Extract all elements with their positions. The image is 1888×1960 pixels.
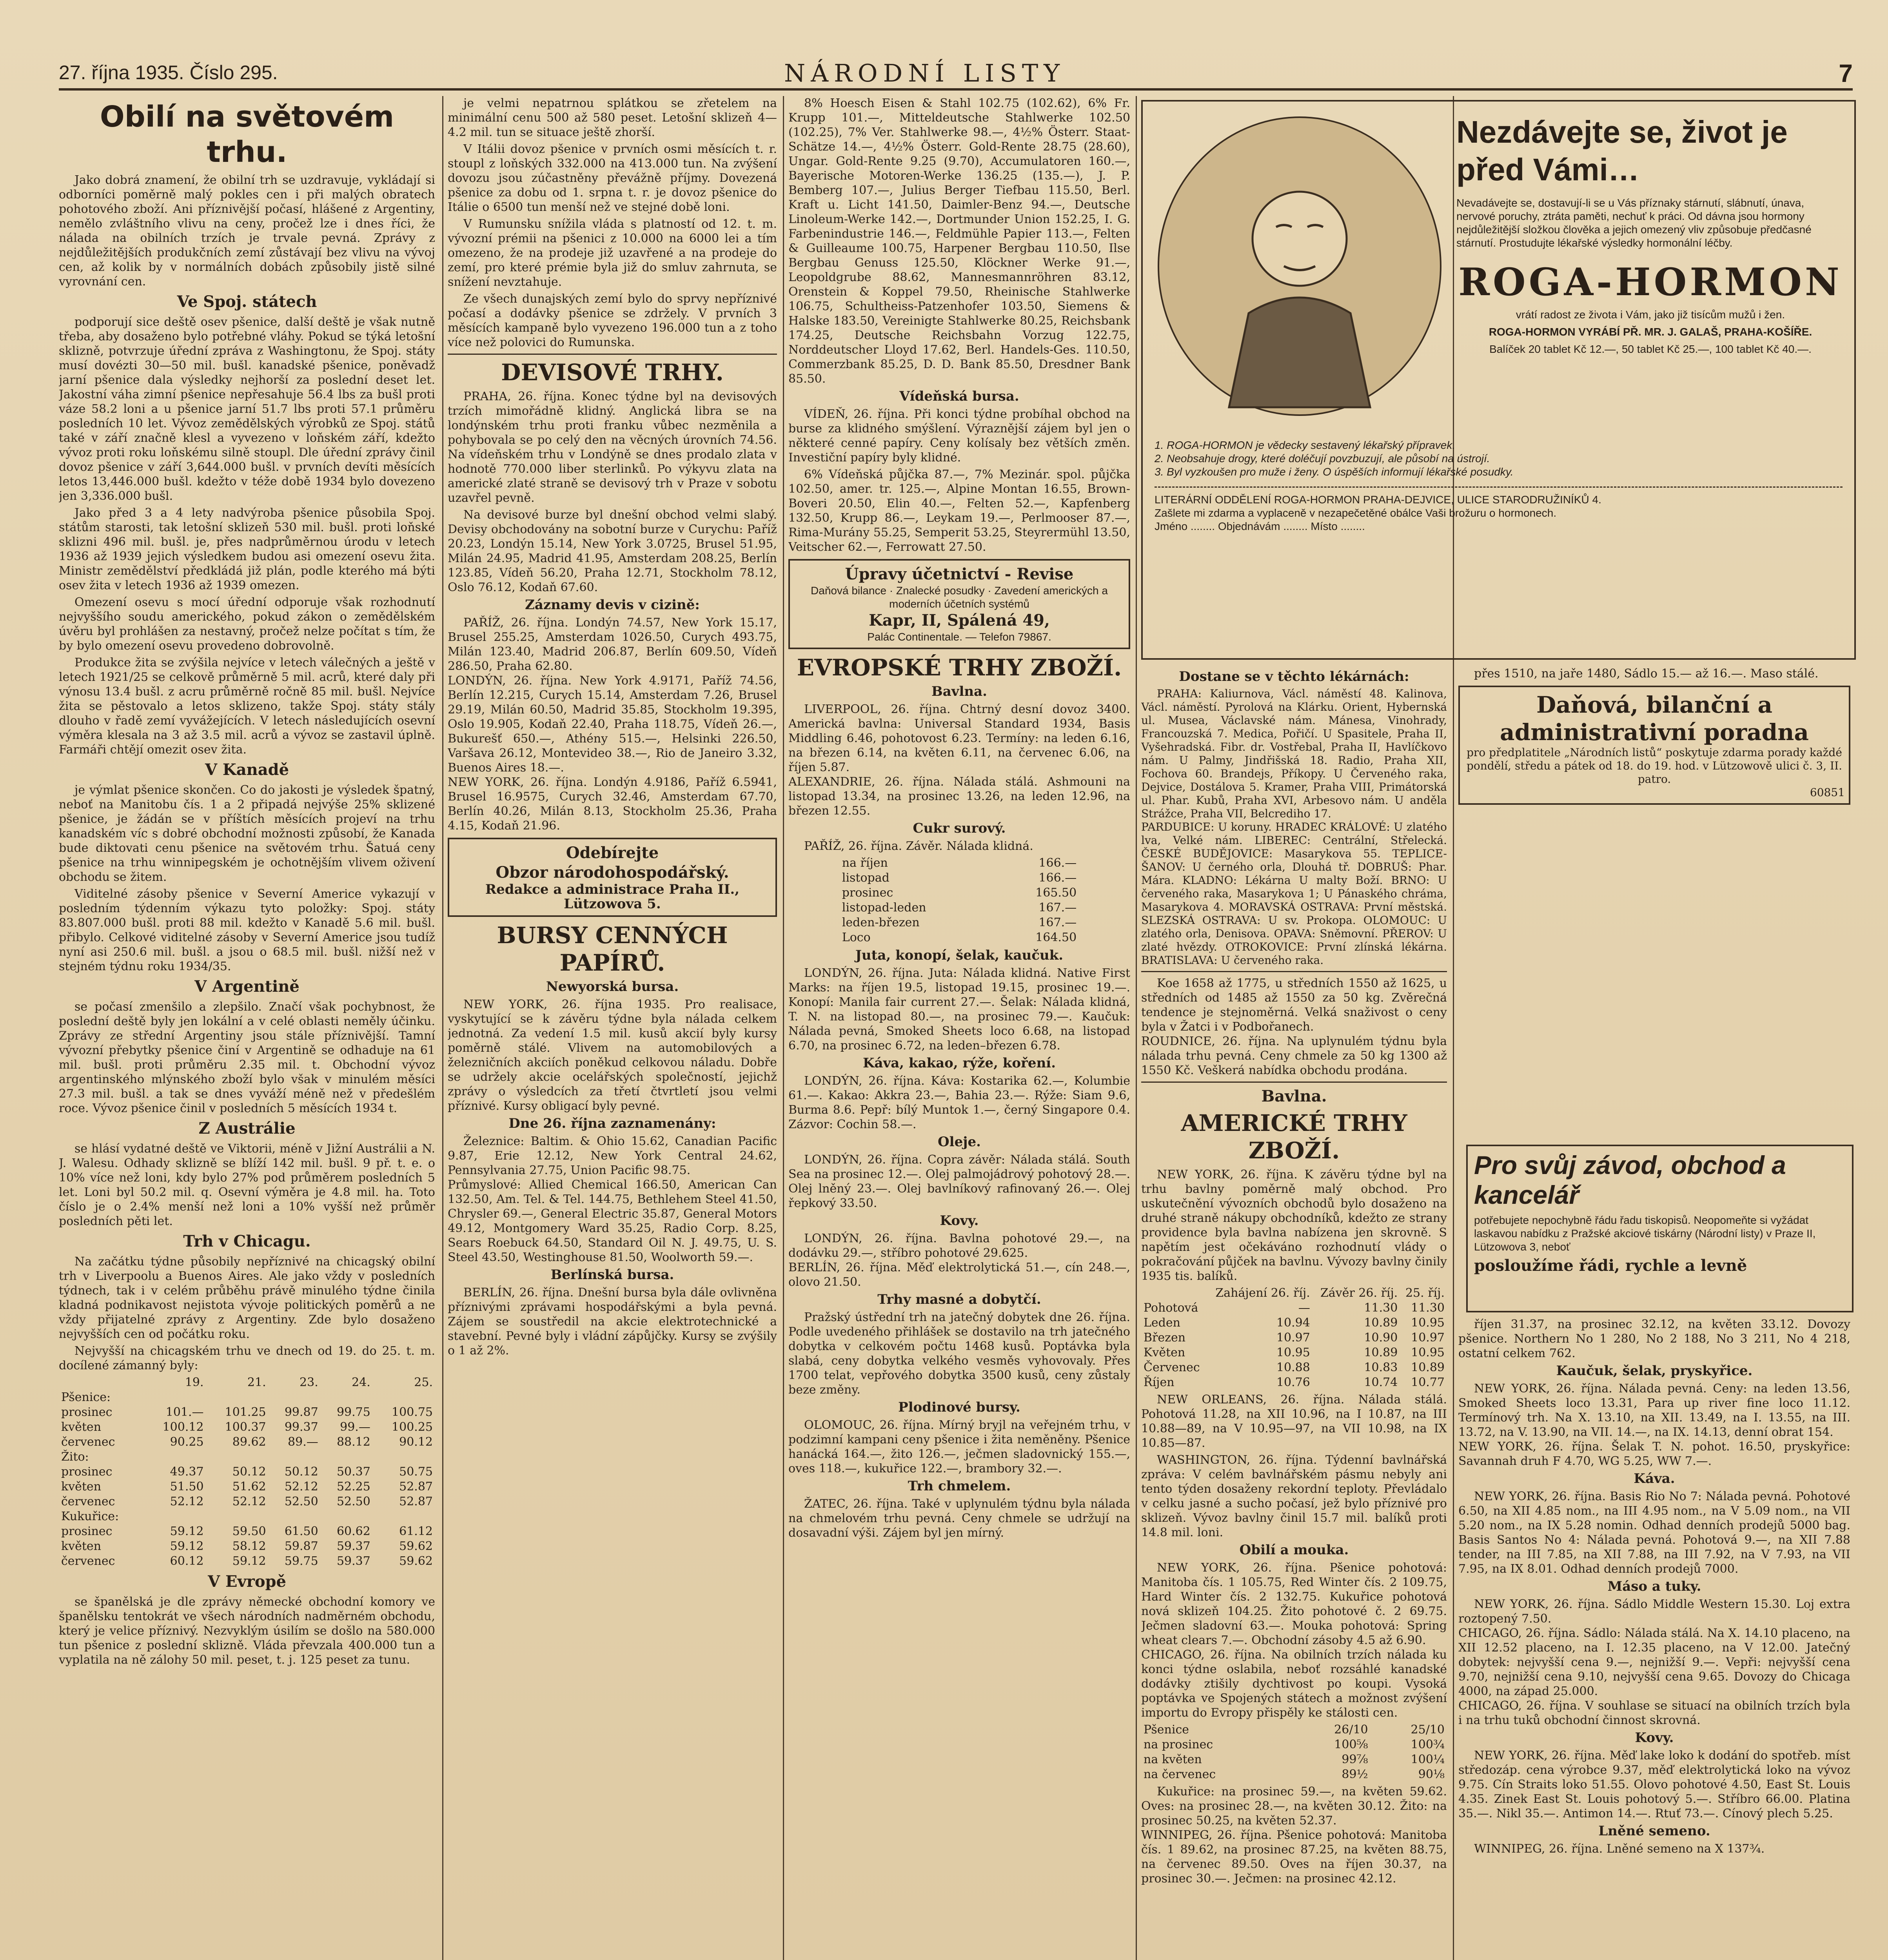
table-cell: 59.37 — [336, 1554, 370, 1568]
subscribe-title: Odebírejte Obzor národohospodářský. — [496, 844, 729, 882]
ad-roga-coupon[interactable]: LITERÁRNÍ ODDĚLENÍ ROGA-HORMON PRAHA-DEJVICE, ULICE STARODRUŽINÍKŮ 4. Zašlete mi zdarma a vyplaceně v nezapečetěné obálce Vaši brožuru o hormonech. Jméno ........ Objednávám ........ Místo ........ — [1155, 486, 1843, 533]
table-row — [1141, 1752, 1447, 1767]
subhead-cotton: Bavlna. — [931, 684, 988, 699]
article-sugar: PAŘÍŽ, 26. října. Závěr. Nálada klidná. — [804, 839, 1033, 853]
column-goods-left — [1141, 666, 1447, 1960]
ad-accounting — [788, 559, 1130, 649]
table-row — [59, 1465, 435, 1479]
table-row — [1141, 1360, 1447, 1375]
table-cell: 10.89 — [1411, 1361, 1445, 1374]
table-cell: 100¼ — [1411, 1753, 1445, 1766]
table-cell: 89½ — [1342, 1768, 1368, 1781]
subhead-produce: Plodinové bursy. — [898, 1399, 1020, 1415]
table-group-row — [59, 1450, 435, 1465]
table-row — [840, 900, 1079, 915]
table-cell: Červenec — [1144, 1361, 1200, 1374]
table-header-cell: 25. říj. — [1405, 1286, 1445, 1300]
table-cell: 51.50 — [170, 1480, 204, 1494]
table-cell: 101.25 — [225, 1405, 266, 1419]
table-cell: 50.37 — [336, 1465, 370, 1479]
headline-devisen: DEVISOVÉ TRHY. — [501, 359, 724, 386]
berlin-quotes: 8% Hoesch Eisen & Stahl 102.75 (102.62), 6% Fr. Krupp 101.—, Mitteldeutsche Stahlwerke 102.50 (102.25), 7% Ver. Stahlwerke 98.—, 4½% Österr. Staat-Schätze 14.—, 4½% Österr. Gold-Rente 28.75 (28.60), Ungar. Gold-Rente 9.25 (9.70), Accumulatoren 160.—, Bayerische Motoren-Werke 136.25 (135.—), J. P. Bemberg 107.—, Julius Berger Tiefbau 115.50, Berl. Kraft u. Licht 141.50, Daimler-Benz 94.—, Deutsche Linoleum-Werke 142.—, Dortmunder Union 152.25, I. G. Farbenindustrie 146.—, Feldmühle Papier 113.—, Felten & Guilleaume 100.75, Harpener Bergbau 110.50, Ilse Bergbau Genuss 125.50, Klöckner Werke 91.—, Leopoldgrube 88.62, Mannesmannröhren 83.12, Orenstein & Koppel 79.50, Rheinische Stahlwerke 106.75, Schultheiss-Patzenhofer 103.50, Siemens & Halske 183.50, Vereinigte Stahlwerke 80.25, Reichsbank 174.25, Deutsche Reichsbahn Vorzug 122.75, Norddeutscher Lloyd 17.62, Berl. Handels-Ges. 110.50, Commerzbank 85.25, D. D. Bank 85.50, Dresdner Bank 85.50. — [788, 96, 1130, 386]
table-header-cell — [1141, 1286, 1206, 1301]
table-cell: 50.12 — [232, 1465, 266, 1479]
table-header-cell: Závěr 26. říj. — [1320, 1286, 1398, 1300]
table-cell: 90.12 — [399, 1435, 433, 1449]
table-cell: 10.90 — [1364, 1331, 1398, 1345]
table-group-label: Kukuřice: — [61, 1510, 119, 1523]
ad-tax-body: pro předplatitele „Národních listů“ poskytuje zdarma porady každé pondělí, středu a pátek od 18. do 19. hod. v Lützowově ulici č. 3, II. patro. — [1466, 746, 1843, 786]
table-cell: 52.12 — [170, 1495, 204, 1508]
wheat-price-table — [1141, 1722, 1447, 1782]
table-row — [1141, 1301, 1447, 1316]
table-cell: 90.25 — [170, 1435, 204, 1449]
ad-accounting-services: Daňová bilance · Znalecké posudky · Zavedení amerických a moderních účetních systémů — [811, 584, 1108, 610]
table-cell: Pohotová — [1144, 1301, 1198, 1315]
table-cell: 166.— — [1038, 856, 1077, 870]
table-cell: 165.50 — [1035, 886, 1077, 900]
ad-roga-point-2: 2. Neobsahuje drogy, které doléčují povzbuzují, ale působí na ústrojí. — [1155, 452, 1490, 465]
table-cell: prosinec — [61, 1524, 113, 1538]
table-cell: Říjen — [1144, 1376, 1175, 1389]
article-winnipeg-cont: říjen 31.37, na prosinec 32.12, na květen 33.12. Dovozy pšenice. Northern No 1 280, No 2 188, No 3 211, No 4 218, ostatní celkem 762. — [1458, 1318, 1850, 1360]
table-cell: na prosinec — [1144, 1738, 1213, 1751]
article-romania: V Rumunsku snížila vláda s platností od 12. t. m. vývozní prémii na pšenici z 10.000 na 6000 lei a tím omezeno, že na prodeje již uzavřené a na prodeje do zemí, pro které prémie byla již do smluv zahrnuta, se snížení nevztahuje. — [448, 217, 777, 289]
article-europe: se španělská je dle zprávy německé obchodní komory ve španělsku tentokrát ve všech národních nadměrném obchodu, který je velice příznivý. Nezvyklým úsilím se došlo na 580.000 tun pšenice z poslední sklizně. Vláda převzala 400.000 tun a vyplatila na ně zálohy 50 mil. peset, t. j. 125 peset za tunu. — [59, 1595, 435, 1667]
table-cell: 10.95 — [1276, 1346, 1310, 1359]
table-cell: 99.37 — [284, 1420, 318, 1434]
article-tax-cont: přes 1510, na jaře 1480, Sádlo 15.— až 16.—. Maso stálé. — [1474, 667, 1819, 681]
table-cell: 99.— — [340, 1420, 370, 1434]
article-berlin-exchange: BERLÍN, 26. října. Dnešní bursa byla dále ovlivněna příznivými zprávami hospodářskými a byla pevná. Zájem se soustředil na akcie elektrotechnické a stavební. Pevné byly i vládní zápůjčky. Kursy se zvýšily o 1 až 2%. — [448, 1286, 777, 1357]
newspaper-title: NÁRODNÍ LISTY — [784, 59, 1066, 87]
article-new-orleans: NEW ORLEANS, 26. října. Nálada stálá. Pohotová 11.28, na XII 10.96, na I 10.87, na III 10.88—89, na V 10.95—97, na VII 10.98, na IX 10.85—87. — [1141, 1393, 1447, 1450]
table-cell: 52.87 — [399, 1480, 433, 1494]
table-cell: 10.74 — [1364, 1376, 1398, 1389]
article-usa-3: Omezení osevu s mocí úřední odporuje však rozhodnutí nejvyššího soudu amerického, pokud zákon o zemědělském úvěru byl prohlášen za nestavný, pročež nelze počítat s tím, že by bylo omezení osevu provedeno dobrovolně. — [59, 595, 435, 653]
subhead-jute: Juta, konopí, šelak, kaučuk. — [855, 947, 1064, 963]
article-corn-oats: Kukuřice: na prosinec 59.—, na květen 59.62. Oves: na prosinec 28.—, na květen 30.12. Žito: na prosinec 50.25, na květen 52.37. WINNIPEG, 26. října. Pšenice pohotová: Manitoba čís. 1 89.62, na prosinec 87.25, na květen 88.75, na červenec 89.50. Oves na říjen 30.37, na prosinec 30.—. Ječmen: na prosinec 42.12. — [1141, 1785, 1447, 1886]
article-canada-2: Viditelné zásoby pšenice v Severní Americe vykazují v posledním týdenním výkazu tyto položky: Spoj. státy 83.807.000 bušl. proti 88 mil. kdežto v Kanadě 5.6 mil. bušl. přibylo. Celkové viditelné zásoby v Severní Americe jsou tudíž nyní asi 250.6 mil. bušl. a jsou o 68.5 mil. bušl. nižší než v stejném týdnu roku 1934/35. — [59, 887, 435, 973]
table-cell: červenec — [61, 1495, 115, 1508]
table-cell: 59.12 — [170, 1539, 204, 1553]
issue-date: 27. října 1935. Číslo 295. — [59, 62, 278, 83]
subscribe-address: Redakce a administrace Praha II., Lützowova 5. — [485, 882, 740, 912]
table-cell: 61.50 — [284, 1524, 318, 1538]
table-cell: na říjen — [842, 856, 888, 870]
table-cell: 100⅝ — [1334, 1738, 1368, 1751]
table-cell: 52.50 — [284, 1495, 318, 1508]
table-cell: 99⅞ — [1342, 1753, 1368, 1766]
table-row — [840, 915, 1079, 930]
ad-accounting-title: Úpravy účetnictví - Revise — [845, 565, 1074, 583]
table-row — [59, 1405, 435, 1420]
article-canada: je výmlat pšenice skončen. Co do jakosti je výsledek špatný, neboť na Manitobu čís. 1 a 2 připadá nejvýše 25% sklizené pšenice, je žádán se v příštích měsících projeví na trhu kanadském víc s dobré obchodní možnosti způsobí, že Kanada bude diktovati cenu pšenice na světovém trhu. Šatuá ceny pšenice na trhu winnipegském je ochotnějším vlivem oživení obchodu se žitem. — [59, 783, 435, 884]
table-cell: 167.— — [1038, 916, 1077, 929]
pharmacy-list-title: Dostane se v těchto lékárnách: — [1179, 669, 1409, 684]
article-argentina: se počasí zmenšilo a zlepšilo. Značí však pochybnost, že poslední deště byly jen lokální a v celé oblasti neměly účinku. Zprávy ze střední Argentiny jsou stále příznivější. Tamní vývozní přebytky pšenice činí v Argentině se odhaduje na 61 mil. bušl. proti průměru 2.35 mil. t. Obchodní vývoz argentinského mlýnského zboží bylo však v minulém měsíci 27.3 mil. bušl. a tak se dnes vyváží méně než v předešlém roce. Vývoz pšenice činil v posledních 5 měsících 1934 t. — [59, 1000, 435, 1115]
table-header-cell: 24. — [352, 1376, 370, 1389]
subhead-vienna-exchange: Vídeňská bursa. — [899, 388, 1019, 404]
table-cell: prosinec — [61, 1465, 113, 1479]
table-cell: 10.83 — [1364, 1361, 1398, 1374]
section-rule — [1141, 971, 1447, 972]
table-cell: 100.37 — [225, 1420, 266, 1434]
table-cell: 11.30 — [1411, 1301, 1445, 1315]
ad-tax-code: 60851 — [1810, 786, 1845, 799]
table-cell: 10.76 — [1276, 1376, 1310, 1389]
ad-roga-brand: ROGA-HORMON — [1458, 260, 1843, 304]
column-trade-right-top — [1458, 666, 1850, 1137]
table-cell: 52.50 — [336, 1495, 370, 1508]
headline-stock-exchanges: BURSY CENNÝCH PAPÍRŮ. — [497, 922, 728, 976]
subhead-chicago: Trh v Chicagu. — [183, 1232, 311, 1250]
table-cell: 88.12 — [336, 1435, 370, 1449]
table-row — [59, 1524, 435, 1539]
table-cell: Loco — [842, 931, 871, 944]
table-cell: 10.97 — [1276, 1331, 1310, 1345]
table-cell: 164.50 — [1035, 931, 1077, 944]
table-cell: 10.97 — [1411, 1331, 1445, 1345]
table-cell: 61.12 — [399, 1524, 433, 1538]
article-intro: Jako dobrá znamení, že obilní trh se uzdravuje, vykládají si odborníci poměrně malý pokles cen i při malých obratech pohotového zboží. Ani příznivější počasí, hlášené z Argentiny, nemělo zvláštního vlivu na ceny, pročež lze i dnes říci, že nálada na obilních trzích je trvale pevná. Zprávy z nejdůležitějších produkčních zemí zůstávají bez vlivu na vývoj cen, až kolik by v normálních dobách způsobily jistě silné vyrovnání cen. — [59, 173, 435, 289]
column-divider — [442, 96, 443, 1960]
article-linseed: WINNIPEG, 26. října. Lněné semeno na X 137¾. — [1474, 1842, 1765, 1856]
table-cell: Květen — [1144, 1346, 1185, 1359]
table-group-row — [59, 1509, 435, 1524]
table-cell: 89.62 — [232, 1435, 266, 1449]
column-divider — [1136, 96, 1137, 1960]
table-cell: květen — [61, 1539, 102, 1553]
subscribe-box — [448, 838, 777, 917]
subhead-europe: V Evropě — [208, 1572, 286, 1591]
table-cell: 59.87 — [284, 1539, 318, 1553]
article-metals-us: NEW YORK, 26. října. Měď lake loko k dodání do spotřeb. míst středozáp. cena výrobce 9.37, měď elektrolytická loko na vývoz 9.75. Cín Straits loko 51.55. Olovo pohotové 4.50, East St. Louis 4.35. Zinek East St. Louis pohotový 5.—. Stříbro 66.00. Platina 35.—. Nikl 35.—. Antimon 14.—. Rtuť 73.—. Cínový plech 5.25. — [1458, 1749, 1850, 1820]
table-cell: Březen — [1144, 1331, 1186, 1345]
table-cell: na červenec — [1144, 1768, 1216, 1781]
table-cell: 10.94 — [1276, 1316, 1310, 1330]
table-cell: 59.37 — [336, 1539, 370, 1553]
column-divider — [783, 96, 784, 1960]
subhead-usa: Ve Spoj. státech — [177, 292, 317, 311]
ad-roga-point-3: 3. Byl vyzkoušen pro muže i ženy. O úspěších informují lékařské posudky. — [1155, 466, 1514, 478]
table-cell: 52.87 — [399, 1495, 433, 1508]
vienna-quotes: 6% Vídeňská půjčka 87.—, 7% Mezinár. spol. půjčka 102.50, amer. tr. 125.—, Alpine Montan 16.55, Brown-Boveri 20.50, Elin 40.—, Felten 52.—, Kapfenberg 132.50, Krupp 86.—, Leykam 19.—, Perlmooser 87.—, Rima-Murány 55.25, Semperit 53.25, Steyrermühl 13.50, Veitscher 62.—, Ferrowatt 27.50. — [788, 468, 1130, 554]
masthead — [59, 59, 1853, 86]
table-row — [59, 1539, 435, 1554]
table-cell: prosinec — [842, 886, 893, 900]
table-cell: 59.50 — [232, 1524, 266, 1538]
table-cell: 52.12 — [284, 1480, 318, 1494]
column-grain-market — [59, 96, 435, 1960]
ad-roga-title: Nezdávejte se, život je před Vámi… — [1456, 114, 1788, 187]
table-cell: Leden — [1144, 1316, 1180, 1330]
subhead-oils: Oleje. — [938, 1134, 981, 1150]
subhead-ny-exchange: Newyorská bursa. — [546, 979, 679, 995]
article-danube: Ze všech dunajských zemí bylo do sprvy nepříznivé počasí a dodávky pšenice se zdržely. V prvních 3 měsících kampaně bylo vyvezeno 196.000 tun a z toho více než polovici do Rumunska. — [448, 292, 777, 349]
ny-quotes: Železnice: Baltim. & Ohio 15.62, Canadian Pacific 9.87, Erie 12.12, New York Central 24.62, Pennsylvania 27.75, Union Pacific 98.75. Průmyslové: Allied Chemical 166.50, American Can 132.50, Am. Tel. & Tel. 144.75, Bethlehem Steel 41.50, Chrysler 69.—, General Electric 35.87, General Motors 49.12, Montgomery Ward 35.25, Radio Corp. 8.25, Sears Roebuck 64.50, Standard Oil N. J. 49.75, U. S. Steel 43.50, Westinghouse 81.50, Woolworth 59.—. — [448, 1134, 777, 1264]
article-australia: se hlásí vydatné deště ve Viktorii, méně v Jižní Austrálii a N. J. Walesu. Odhady sklizně se blíží 142 mil. bušl. 9 př. t. e. o 10% více než loni, kdy bylo 27% pod průměrem posledních 5 let. Loni byl 50.2 mil. q. Osevní výměra je 4.8 mil. ha. Toto číslo je o 2.4% menší než loni a 10% vyšší než průměr posledních pěti let. — [59, 1142, 435, 1228]
article-chicago: Na začátku týdne působily nepříznivé na chicagský obilní trh v Liverpoolu a Buenos Aires. Ale jako vždy v posledních týdnech, tak i v celém průběhu právě minulého týdne činila kladná podnikavost nejistota vývoje politických poměrů a ne vždy přijatelné zprávy z Argentiny. Zde bylo dosaženo nejvyšších cen od počátku roku. — [59, 1255, 435, 1341]
ad-roga-price: Balíček 20 tablet Kč 12.—, 50 tablet Kč 25.—, 100 tablet Kč 40.—. — [1489, 343, 1812, 355]
column-europe-goods — [788, 96, 1130, 1960]
table-row — [1141, 1316, 1447, 1330]
table-header-cell: Zahájení 26. říj. — [1215, 1286, 1310, 1300]
table-group-label: Žito: — [61, 1450, 89, 1464]
table-cell: 60.62 — [336, 1524, 370, 1538]
ad-printing-body: potřebujete nepochybně řádu řadu tiskopisů. Neopomeňte si vyžádat laskavou nabídku z Pražské akciové tiskárny (Národní listy) v Praze II, Lützowova 3, neboť — [1474, 1214, 1816, 1253]
article-hops: ŽATEC, 26. října. Také v uplynulém týdnu byla nálada na chmelovém trhu pevná. Ceny chmele se udržují na dosavadní výši. Zájem byl jen mírný. — [788, 1497, 1130, 1540]
table-cell: listopad — [842, 871, 890, 885]
table-cell: 166.— — [1038, 871, 1077, 885]
table-cell: 100.75 — [392, 1405, 433, 1419]
article-meat: Pražský ústřední trh na jatečný dobytek dne 26. října. Podle uvedeného přihlášek se dostavilo na trh jatečného dobytka v celkovém počtu 1468 kusů. Poptávka byla slabá, ceny dobytka velkého vesměs vyhovovaly. Přes 1700 telat, vepřového dobytka 3500 kusů, ceny zůstaly beze změny. — [788, 1310, 1130, 1397]
article-italy: V Itálii dovoz pšenice v prvních osmi měsících t. r. stoupl z loňských 332.000 na 413.000 tun. Na zvýšení dovozu jsou zúčastněny převážně příjmy. Dovezená pšenice za dobu od 1. srpna t. r. je dovoz pšenice do Itálie o 6500 tun menší než ve stejné době loni. — [448, 142, 777, 214]
page-number: 7 — [1839, 59, 1853, 87]
headline-world-grain: Obilí na světovém trhu. — [100, 100, 394, 169]
table-row — [59, 1494, 435, 1509]
section-rule — [448, 354, 777, 355]
table-cell: květen — [61, 1420, 102, 1434]
subhead-berlin-exchange: Berlínská bursa. — [550, 1267, 674, 1283]
subhead-meat-fat: Máso a tuky. — [1607, 1579, 1701, 1594]
subhead-coffee: Káva, kakao, rýže, koření. — [862, 1055, 1056, 1071]
table-row — [1141, 1345, 1447, 1360]
subhead-meat: Trhy masné a dobytčí. — [877, 1292, 1041, 1307]
article-usa-4: Produkce žita se zvýšila nejvíce v letech válečných a ještě v letech 1921/25 se celkově průměrně 5 mil. acrů, které daly při výnosu 13.4 bušl. z acru průměrně ročně 85 mil. bušl. Nejvíce žita se pěstovalo a letos sklizeno, takže Spoj. státy stály dlouho v řadě zemí vyvážejících. V letech následujících osevní výměra klesala na 3 až 3.5 mil. acrů a vývoz se zastavil úplně. Farmáři chtějí omezit osev žita. — [59, 656, 435, 757]
table-cell: leden-březen — [842, 916, 920, 929]
ad-tax-advisory — [1458, 686, 1850, 805]
subhead-metals-us: Kovy. — [1635, 1730, 1674, 1746]
table-cell: 59.75 — [284, 1554, 318, 1568]
subhead-hops: Trh chmelem. — [908, 1478, 1011, 1494]
ad-roga-content — [1456, 113, 1844, 356]
table-header-row — [1141, 1722, 1447, 1737]
table-group-row — [59, 1390, 435, 1405]
subhead-grain-flour: Obilí a mouka. — [1239, 1542, 1349, 1558]
table-cell: 51.62 — [232, 1480, 266, 1494]
table-row — [59, 1554, 435, 1569]
table-cell: 58.12 — [232, 1539, 266, 1553]
table-cell: listopad-leden — [842, 901, 926, 915]
table-cell: 10.95 — [1411, 1346, 1445, 1359]
table-cell: 60.12 — [170, 1554, 204, 1568]
header-rule — [59, 88, 1853, 91]
article-spain-cont: je velmi nepatrnou splátkou se zřetelem na minimální cenu 500 až 580 peset. Letošní sklizeň 4—4.2 mil. tun se situace ještě zhorší. — [448, 96, 777, 139]
article-coffee-us: NEW YORK, 26. října. Basis Rio No 7: Nálada pevná. Pohotové 6.50, na XII 4.85 nom., na III 4.95 nom., na V 5.09 nom., na VII 5.20 nom., na IX 5.28 nomin. Odhad denních prodejů 5000 bag. Basis Santos No 4: Nálada pevná. Pohotová 9.—, na XII 7.88 tender, na III 7.85, na XII 7.88, na III 7.92, na V 7.93, na VII 7.95, na IX 8.01. Odhad denních prodejů 7000. — [1458, 1490, 1850, 1576]
table-cell: 99.87 — [284, 1405, 318, 1419]
article-grain-flour: NEW YORK, 26. října. Pšenice pohotová: Manitoba čís. 1 105.75, Red Winter čís. 2 109.75, Hard Winter čís. 2 132.75. Kukuřice pohotová nová sklizeň 104.25. Žito pohotové č. 2 69.75. Ječmen sladovní 63.—. Mouka pohotová: Spring wheat clears 7.—. Obchodní zásoby 4.5 až 6.90. CHICAGO, 26. října. Na obilních trzích nálada ku konci týdne oslabila, neboť rozsáhlé kanadské dodávky ztišily dychtivost po koupi. Vysoká poptávka ve Spojených státech a možnost zvýšení importu do Evropy přispěly ke stálosti cen. — [1141, 1561, 1447, 1720]
subhead-coffee-us: Káva. — [1634, 1471, 1675, 1486]
ad-roga-point-1: 1. ROGA-HORMON je vědecky sestavený lékařský přípravek. — [1155, 439, 1456, 451]
article-vienna: VÍDEŇ, 26. října. Při konci týdne probíhal obchod na burse za klidného smýšlení. Výraznější zájem byl jen o některé cenné papíry. Ceny kolísaly bez větších změn. Investiční papíry byly klidné. — [788, 407, 1130, 465]
article-meat-fat: NEW YORK, 26. října. Sádlo Middle Western 15.30. Loj extra roztopený 7.50. CHICAGO, 26. října. Sádlo: Nálada stálá. Na X. 14.10 placeno, na XII 12.52 placeno, na I. 12.35 placeno, na V 12.00. Jatečný dobytek: nejvyšší cena 9.—, nejnižší 9.—. Vepři: nejvyšší cena 9.70, nejnižší cena 9.10, nejvyšší cena 9.65. Dovozy do Chicaga 4000, na západ 25.000. CHICAGO, 26. října. V souhlase se situací na obilních trzích byla i na trhu tuků obchodní činnost skrovná. — [1458, 1597, 1850, 1727]
table-header-cell: 19. — [185, 1376, 204, 1389]
table-cell: 10.95 — [1411, 1316, 1445, 1330]
table-cell: 11.30 — [1364, 1301, 1398, 1315]
table-cell: 52.25 — [336, 1480, 370, 1494]
article-coffee: LONDÝN, 26. října. Káva: Kostarika 62.—, Kolumbie 61.—. Kakao: Akkra 23.—, Bahia 23.—. Rýže: Siam 9.6, Burma 8.6. Pepř: bílý Muntok 1.—, černý Singapore 0.4. Zázvor: Cochin 58.—. — [788, 1074, 1130, 1131]
chicago-price-table — [59, 1375, 435, 1569]
table-cell: 10.89 — [1364, 1316, 1398, 1330]
table-cell: na květen — [1144, 1753, 1202, 1766]
table-row — [840, 871, 1079, 886]
table-cell: 10.77 — [1411, 1376, 1445, 1389]
table-cell: červenec — [61, 1554, 115, 1568]
table-cell: 50.75 — [399, 1465, 433, 1479]
table-row — [840, 856, 1079, 871]
table-row — [59, 1435, 435, 1450]
table-row — [840, 886, 1079, 900]
table-cell: prosinec — [61, 1405, 113, 1419]
table-group-label: Pšenice: — [61, 1390, 111, 1404]
table-cell: 167.— — [1038, 901, 1077, 915]
article-devisen: PRAHA, 26. října. Konec týdne byl na devisových trzích mimořádně klidný. Anglická libra se na londýnském trhu proti franku vůbec nezměnila a pohybovala se po celý den na věcných úrovních 74.56. Na vídeňském trhu v Londýně se dnes prodalo zlata v hodnotě 770.000 liber sterlinků. Po výkyvu zlata na americké zlaté straně se devisový trh v Praze v sobotu uzavřel pevně. — [448, 390, 777, 505]
article-metals: LONDÝN, 26. října. Bavlna pohotové 29.—, na dodávku 29.—, stříbro pohotové 29.625. BERLÍN, 26. října. Měď elektrolytická 51.—, cín 248.—, olovo 21.50. — [788, 1232, 1130, 1289]
ad-roga-maker: ROGA-HORMON VYRÁBÍ PŘ. MR. J. GALAŠ, PRAHA-KOŠÍŘE. — [1489, 326, 1812, 338]
table-row — [1141, 1330, 1447, 1345]
ad-accounting-name: Kapr, II, Spálená 49, — [869, 611, 1050, 630]
table-cell: červenec — [61, 1435, 115, 1449]
table-cell: květen — [61, 1480, 102, 1494]
table-cell: — — [1298, 1301, 1310, 1315]
ad-roga-sub: vrátí radost ze života i Vám, jako již tisícům mužů i žen. — [1516, 309, 1785, 321]
article-ny-exchange: NEW YORK, 26. října 1935. Pro realisace, vyskytující se k závěru týdne byla nálada celkem jednotná. Za vedení 1.5 mil. kusů akcií byly kursy poměrně stálé. Vlivem na automobilových a železničních akciích poněkud celkovou náladu. Dobře se udržely akcie ocelářských společností, jejichž zprávy o výsledcích za třetí čtvrtletí jsou velmi příznivé. Kursy obligací byly pevné. — [448, 998, 777, 1113]
table-cell: 10.89 — [1364, 1346, 1398, 1359]
subhead-sugar: Cukr surový. — [913, 820, 1006, 836]
sugar-price-table — [840, 856, 1079, 945]
subhead-cotton-us: Bavlna. — [1261, 1087, 1327, 1105]
article-devisen-2: Na devisové burze byl dnešní obchod velmi slabý. Devisy obchodovány na sobotní burze v Curychu: Paříž 20.23, Londýn 15.14, New York 3.0725, Brusel 51.95, Milán 24.95, Madrid 41.95, Amsterdam 208.25, Berlín 123.85, Vídeň 56.20, Praha 12.71, Stockholm 78.12, Oslo 76.12, Kodaň 67.60. — [448, 508, 777, 594]
subhead-metals: Kovy. — [940, 1213, 979, 1229]
table-header-cell: 26/10 — [1334, 1723, 1368, 1737]
table-header-cell: 21. — [247, 1376, 266, 1389]
elderly-man-illustration — [1151, 109, 1449, 431]
headline-european-goods: EVROPSKÉ TRHY ZBOŽÍ. — [797, 654, 1122, 681]
ad-roga-body: Nevadávejte se, dostavují-li se u Vás příznaky stárnutí, slábnutí, únava, nervové poruchy, ztráta paměti, nechuť k práci. Od dávna jsou hormony nejdůležitější složkou člověka a jejich omezený vliv způsobuje předčasné stárnutí. Prostudujte lékařské výsledky hormonální léčby. — [1456, 197, 1812, 249]
article-rubber: NEW YORK, 26. října. Nálada pevná. Ceny: na leden 13.56, Smoked Sheets loco 13.31, Para up river fine loco 11.12. Termínový trh. Na X. 13.10, na XII. 13.49, na I. 13.55, na III. 13.72, na V. 13.90, na VII. 14.—, na IX. 14.13, denní obrat 154. NEW YORK, 26. října. Šelak T. N. pohot. 16.50, pryskyřice: Savannah druh F 4.70, WG 5.25, WW 7.—. — [1458, 1382, 1850, 1468]
table-cell: 10.88 — [1276, 1361, 1310, 1374]
table-header-cell: 23. — [300, 1376, 318, 1389]
cotton-price-table — [1141, 1286, 1447, 1390]
pharmacy-list: PRAHA: Kaliurnova, Václ. náměstí 48. Kalinova, Václ. náměstí. Pyrolová na Klárku. Orient, Hybernská ul. Musea, Václavské nám. Mánesa, Vinohrady, Francouzská 7. Medica, Pořičí. U Spasitele, Praha II, Vyšehradská. Fibr. dr. Vostřebal, Praha II, Havlíčkovo nám. U Palmy, Jindřišská 18. Radio, Praha XII, Fochova 60. Brandejs, Příkopy. U Červeného raka, Dejvice, Dostálova 5. Kramer, Praha VIII, Primátorská ul. Phar. Kubů, Praha XVI, Arbesovo nám. U anděla Strážce, Praha VII, Belcrediho 17. PARDUBICE: U koruny. HRADEC KRÁLOVÉ: U zlatého lva, Velké nám. LIBEREC: Centrální, Střelecká. ČESKÉ BUDĚJOVICE: Masarykova 55. TEPLICE-ŠANOV: U černého orla, Dlouhá tř. DOBRUŠ: Phar. Mára. KLADNO: Lékárna U malty Boží. BRNO: U červeného raka, Masarykova 1; U Pánaského chráma, Masarykova 4. MORAVSKÁ OSTRAVA: První městská. SLEZSKÁ OSTRAVA: U sv. Prokopa. OLOMOUC: U zlatého orla, Denisova. OPAVA: Sněmovní. PŘEROV: U zlaté hvězdy. OTROKOVICE: První zlínská lékárna. BRATISLAVA: U červeného raka. — [1141, 687, 1447, 967]
article-oils: LONDÝN, 26. října. Copra závěr: Nálada stálá. South Sea na prosinec 12.—. Olej palmojádrový pohotový 28.—. Olej lněný 23.—. Olej bavlníkový rafinovaný 26.—. Olej řepkový 33.50. — [788, 1153, 1130, 1210]
subhead-canada: V Kanadě — [205, 760, 289, 779]
article-cotton-us: NEW YORK, 26. října. K závěru týdne byl na trhu bavlny poměrně malý obchod. Pro uskutečnění vývozních obchodů bylo dosaženo na druhé straně nákupy obchodníků, kdežto ze strany providence byla bavlna nabízena jen skrovně. S napětím jest očekáváno rozhodnutí vlády o pokračování půjček na bavlnu. Vývozy bavlny činily 1935 tis. balíků. — [1141, 1168, 1447, 1283]
table-row — [1141, 1737, 1447, 1752]
subhead-linseed: Lněné semeno. — [1598, 1823, 1710, 1839]
table-cell: 59.12 — [232, 1554, 266, 1568]
article-jute: LONDÝN, 26. října. Juta: Nálada klidná. Native First Marks: na říjen 19.5, listopad 19.15, prosinec 19.—. Konopí: Manila fair current 27.—. Šelak: Nálada klidná, T. N. na listopad 80.—, na prosinec 79.—. Kaučuk: Nálada pevná, Smoked Sheets loco 6.68, na listopad 6.70, na prosinec 6.72, na leden–březen 6.78. — [788, 966, 1130, 1053]
table-header-cell: Pšenice — [1144, 1723, 1189, 1737]
ad-roga-hormon — [1141, 100, 1856, 660]
table-cell: 50.12 — [284, 1465, 318, 1479]
ad-printing-title: Pro svůj závod, obchod a kancelář — [1474, 1151, 1786, 1209]
table-cell: 101.— — [165, 1405, 204, 1419]
table-header-cell: 25. — [414, 1376, 433, 1389]
table-row — [840, 930, 1079, 945]
article-usa-2: Jako před 3 a 4 lety nadvýroba pšenice působila Spoj. státům starosti, tak letošní sklizeň 530 mil. bušl. proti loňské sklizni 496 mil. bušl. je, přes nadprůměrnou úrodu v letech 1936 až 1939 jejich výsledkem budou asi omezení osevu žita. Ministr zemědělství předkládá již plán, podle kterého má býti osev žita v letech 1936 až 1939 omezen. — [59, 506, 435, 592]
table-cell: 90⅛ — [1418, 1768, 1445, 1781]
foreign-quotes: PAŘÍŽ, 26. října. Londýn 74.57, New York 15.17, Brusel 255.25, Amsterdam 1026.50, Curych 493.75, Milán 123.40, Madrid 206.87, Berlín 609.50, Vídeň 286.50, Praha 62.80. LONDÝN, 26. října. New York 4.9171, Paříž 74.56, Berlín 12.215, Curych 15.14, Amsterdam 7.26, Brusel 29.19, Milán 60.50, Madrid 35.85, Stockholm 19.395, Oslo 19.905, Kodaň 22.40, Praha 118.75, Vídeň 26.—, Bukurešť 650.—, Athény 515.—, Helsinki 226.50, Varšava 26.12, Montevideo 38.—, Rio de Janeiro 3.32, Buenos Aires 18.—. NEW YORK, 26. října. Londýn 4.9186, Paříž 6.5941, Brusel 16.9575, Curych 32.46, Amsterdam 67.70, Berlín 40.26, Milán 8.13, Stockholm 25.36, Praha 4.15, Kodaň 21.96. — [448, 616, 777, 833]
ad-custom-printing — [1466, 1145, 1854, 1312]
article-washington: WASHINGTON, 26. října. Týdenní bavlnářská zpráva: V celém bavlnářském pásmu nebyly ani tento týden dosaženy rekordní teploty. Převládalo v celku jasné a sucho počasí, jež bylo příznivé pro sklizeň. Vývoz bavlny činil 15.7 mil. balíků proti 14.8 mil. loni. — [1141, 1453, 1447, 1539]
table-cell: 100.25 — [392, 1420, 433, 1434]
ad-accounting-address: Palác Continentale. — Telefon 79867. — [867, 631, 1051, 643]
article-usa: podporují sice deště osev pšenice, další deště je však nutně třeba, aby dosaženo bylo potřebné vláhy. Pokud se týká letošní sklizně, potvrzuje úřední zpráva z Washingtonu, že Spoj. státy musí dovézti 30—50 mil. bušl. kanadské pšenice, poněvadž jarní pšenice dala výsledky nejhorší za poslední deset let. Jakostní váha zimní pšenice nepřesahuje 56.4 lbs za bušl proti váze 58.2 loni a u pšenice jarní 51.7 lbs proti 57.1 průměru posledních 10 let. Vývoz zemědělských výrobků ze Spoj. států také v září značně klesl a vyvezeno v loňském září, kdežto vývoz proti roku loňskému silně stoupl. Dle úřední zprávy činil dovoz pšenice v září 3,644.000 bušl. v prvních devíti měsících letos 13,446.000 bušl. kdežto v téže době 1934 bylo dovezeno jen 3,336.000 bušl. — [59, 315, 435, 503]
column-trade-right — [1458, 1317, 1850, 1960]
table-row — [1141, 1375, 1447, 1390]
table-cell: 99.75 — [336, 1405, 370, 1419]
table-row — [59, 1479, 435, 1494]
subhead-argentina: V Argentině — [194, 977, 300, 996]
column-devisen — [448, 96, 777, 1960]
table-cell: 100¾ — [1411, 1738, 1445, 1751]
table-row — [1141, 1767, 1447, 1782]
table-cell: 52.12 — [232, 1495, 266, 1508]
subhead-ny-quotes: Dne 26. října zaznamenány: — [508, 1116, 716, 1131]
article-chicago-2: Nejvyšší na chicagském trhu ve dnech od 19. do 25. t. m. docílené zámanný byly: — [59, 1344, 435, 1372]
table-row — [59, 1420, 435, 1435]
table-header-row — [59, 1375, 435, 1390]
article-produce: OLOMOUC, 26. října. Mírný bryjl na veřejném trhu, v podzimní kampani ceny pšenice i žita neměněny. Pšenice hanácká 164.—, žito 126.—, ječmen sladovnický 155.—, oves 118.—, kukuřice 122.—, brambory 32.—. — [788, 1418, 1130, 1475]
table-cell: 100.12 — [162, 1420, 204, 1434]
table-header-cell — [59, 1375, 143, 1390]
table-cell: 59.12 — [170, 1524, 204, 1538]
subhead-australia: Z Austrálie — [198, 1119, 296, 1138]
subhead-rubber: Kaučuk, šelak, pryskyřice. — [1556, 1363, 1753, 1379]
table-header-row — [1141, 1286, 1447, 1301]
ad-roga-points — [1155, 439, 1843, 533]
table-cell: 49.37 — [170, 1465, 204, 1479]
ad-printing-tagline: posloužíme řádi, rychle a levně — [1474, 1256, 1747, 1275]
ad-tax-title: Daňová, bilanční a administrativní poradna — [1500, 691, 1809, 746]
table-cell: 59.62 — [399, 1554, 433, 1568]
article-hops-cont: Koe 1658 až 1775, u středních 1550 až 1625, u středních od 1485 až 1550 za 50 kg. Zvěrečná tendence je stejnoměrná. Velká snaživost o ceny byla v Žatci i v Podbořanech. ROUDNICE, 26. října. Na uplynulém týdnu byla nálada trhu pevná. Ceny chmele za 50 kg 1300 až 1550 Kč. Veškerá nabídka obchodu prodána. — [1141, 976, 1447, 1077]
headline-american-goods: AMERICKÉ TRHY ZBOŽÍ. — [1181, 1110, 1407, 1164]
section-rule — [1141, 1082, 1447, 1083]
table-cell: 89.— — [288, 1435, 318, 1449]
article-cotton: LIVERPOOL, 26. října. Chtrný desní dovoz 3400. Americká bavlna: Universal Standard 1934, Basis Middling 6.46, pohotovost 6.23. Termíny: na leden 6.16, na březen 6.14, na květen 6.11, na červenec 6.06, na říjen 5.87. ALEXANDRIE, 26. října. Nálada stálá. Ashmouni na listopad 13.34, na prosinec 13.26, na leden 12.96, na březen 12.55. — [788, 702, 1130, 818]
table-cell: 59.62 — [399, 1539, 433, 1553]
table-header-cell: 25/10 — [1411, 1723, 1445, 1737]
subhead-foreign-quotes: Záznamy devis v cizině: — [525, 597, 700, 613]
